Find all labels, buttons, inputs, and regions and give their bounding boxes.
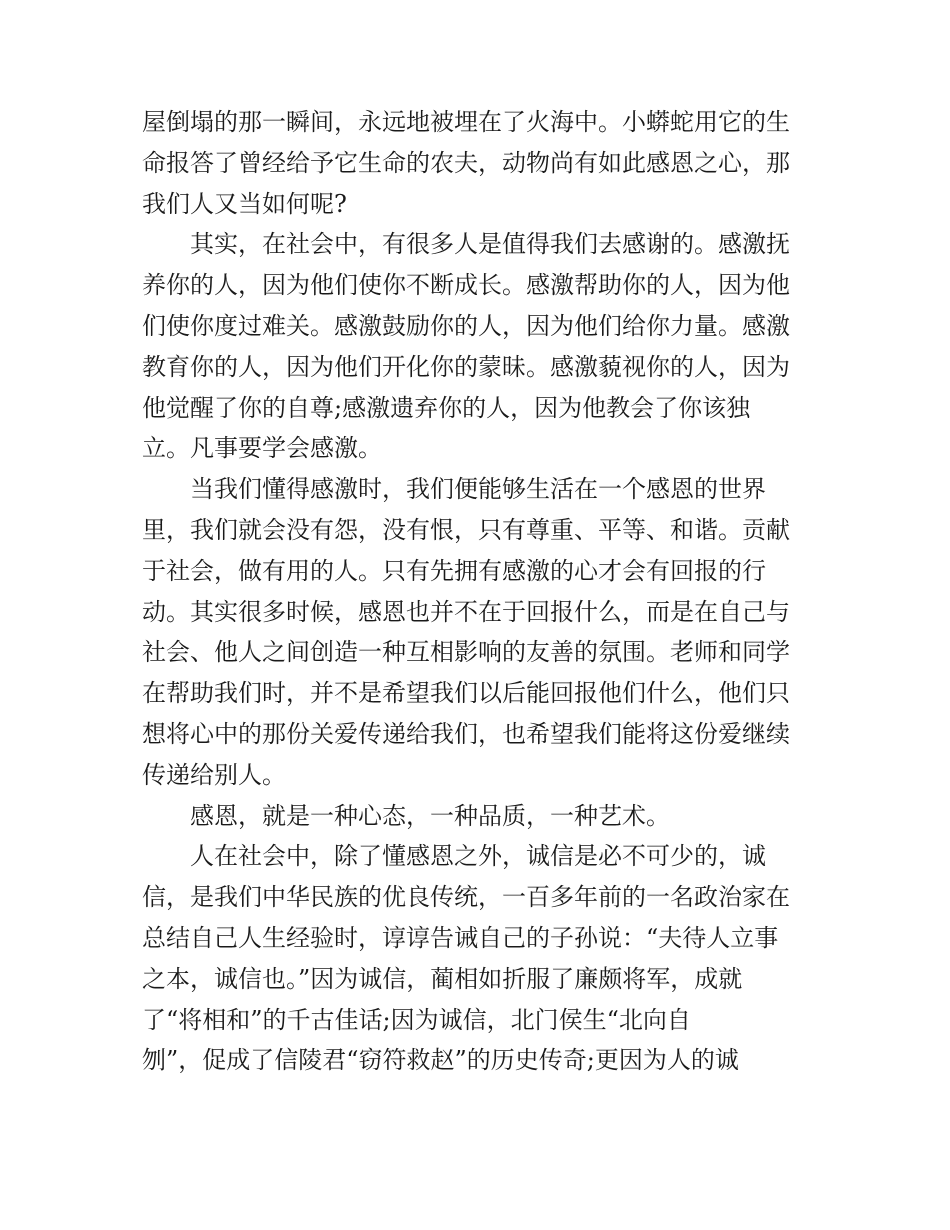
text-line: 教育你的人，因为他们开化你的蒙昧。感激藐视你的人，因为 <box>142 352 790 381</box>
text-line: 养你的人，因为他们使你不断成长。感激帮助你的人，因为他 <box>142 271 790 300</box>
text-line: 信，是我们中华民族的优良传统，一百多年前的一名政治家在 <box>142 883 790 912</box>
paragraph-start-line: 其实，在社会中，有很多人是值得我们去感谢的。感激抚 <box>190 230 790 259</box>
text-line: 他觉醒了你的自尊;感激遗弃你的人，因为他教会了你该独 <box>142 393 751 422</box>
text-line: 们使你度过难关。感激鼓励你的人，因为他们给你力量。感激 <box>142 311 790 340</box>
text-line: 在帮助我们时，并不是希望我们以后能回报他们什么，他们只 <box>142 679 790 708</box>
text-line: 里，我们就会没有怨，没有恨，只有尊重、平等、和谐。贡献 <box>142 515 790 544</box>
text-line: 了“将相和”的千古佳话;因为诚信，北门侯生“北向自 <box>142 1005 691 1034</box>
text-line: 动。其实很多时候，感恩也并不在于回报什么，而是在自己与 <box>142 597 790 626</box>
text-line: 之本，诚信也。”因为诚信，蔺相如折服了廉颇将军，成就 <box>142 964 743 993</box>
text-line: 我们人又当如何呢? <box>142 189 347 218</box>
text-line: 立。凡事要学会感激。 <box>142 434 382 463</box>
text-line: 传递给别人。 <box>142 760 286 789</box>
body-text <box>142 102 832 1081</box>
paragraph-start-line: 人在社会中，除了懂感恩之外，诚信是必不可少的，诚 <box>190 842 766 871</box>
paragraph-start-line: 当我们懂得感激时，我们便能够生活在一个感恩的世界 <box>190 475 766 504</box>
text-line: 总结自己人生经验时，谆谆告诫自己的子孙说：“夫待人立事 <box>142 923 779 952</box>
text-line: 刎”，促成了信陵君“窃符救赵”的历史传奇;更因为人的诚 <box>142 1046 739 1075</box>
text-line: 屋倒塌的那一瞬间，永远地被埋在了火海中。小蟒蛇用它的生 <box>142 108 790 136</box>
text-line: 于社会，做有用的人。只有先拥有感激的心才会有回报的行 <box>142 556 766 585</box>
text-line: 想将心中的那份关爱传递给我们，也希望我们能将这份爱继续 <box>142 719 790 748</box>
text-line: 命报答了曾经给予它生命的农夫，动物尚有如此感恩之心，那 <box>142 148 790 177</box>
text-line: 社会、他人之间创造一种互相影响的友善的氛围。老师和同学 <box>142 638 790 667</box>
paragraph-start-line: 感恩，就是一种心态，一种品质，一种艺术。 <box>190 801 670 830</box>
